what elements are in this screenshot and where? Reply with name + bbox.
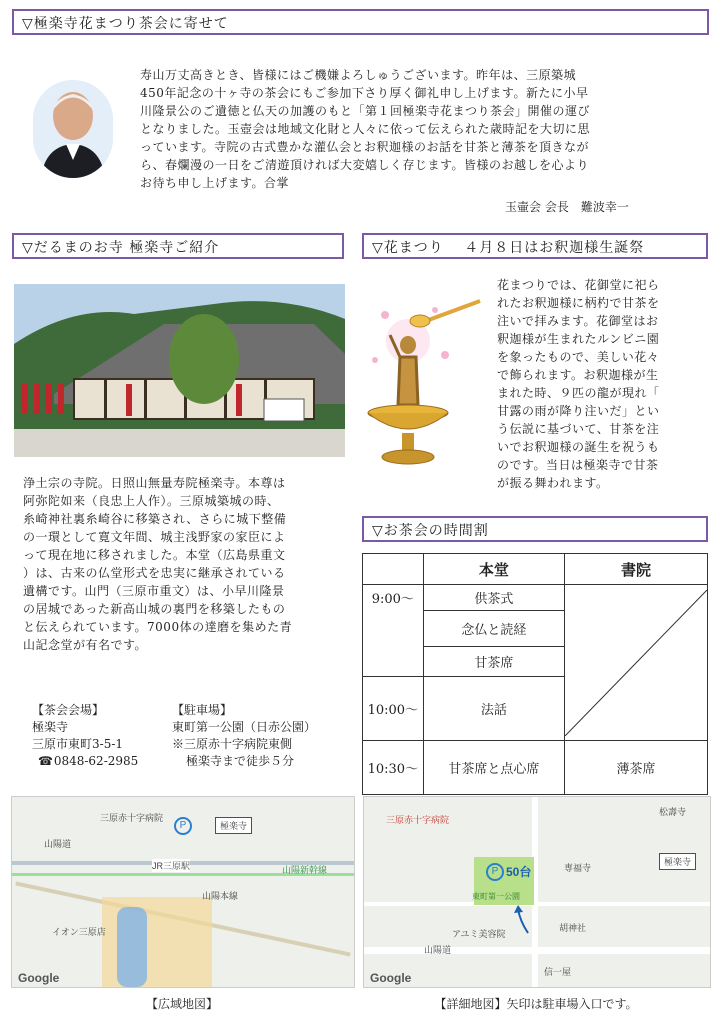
- hanamatsuri-line: れたお釈迦様に柄杓で甘茶を: [497, 296, 660, 310]
- col-hondo: 本堂: [423, 554, 564, 585]
- venue-title: 【茶会会場】: [32, 703, 105, 717]
- hanamatsuri-header: ▽花まつり ４月８日はお釈迦様生誕祭: [362, 233, 708, 259]
- greeting-header: ▽極楽寺花まつり茶会に寄せて: [12, 9, 709, 35]
- hanamatsuri-line: 注いで拝みます。花御堂はお: [497, 314, 659, 328]
- greeting-line: 寿山万丈高きとき、皆様にはご機嫌よろしゅうございます。昨年は、三原築城: [140, 68, 577, 82]
- map2-t3-label: 胡神社: [559, 923, 587, 933]
- temple-line: の一環として寛文年間、城主浅野家の家臣によ: [23, 530, 286, 544]
- map2-google-logo: Google: [370, 971, 412, 985]
- hanamatsuri-line: 釈迦様が生まれたルンビニ園: [497, 332, 660, 346]
- temple-line: の居城であった新高山城の裏門を移築したもの: [23, 602, 286, 616]
- temple-line: 浄土宗の寺院。日照山無量寿院極楽寺。本尊は: [23, 476, 286, 490]
- parking-walk: 極楽寺まで徒歩５分: [186, 754, 295, 768]
- hanamatsuri-line: を象ったもので、美しい花々: [497, 350, 660, 364]
- map2-parking-marker-icon: P: [486, 863, 504, 881]
- map2-temple-label: 極楽寺: [659, 853, 696, 870]
- parking-marker-icon: P: [174, 817, 192, 835]
- hanamatsuri-line: で飾られます。お釈迦様が生: [497, 368, 659, 382]
- hanamatsuri-line: まれた時、９匹の龍が現れ「: [497, 386, 660, 400]
- map2-road-label: 山陽道: [424, 945, 452, 955]
- map1-temple-label: 極楽寺: [215, 817, 252, 834]
- map2-park-label: 東町第一公園: [472, 892, 520, 901]
- map1-google-logo: Google: [18, 971, 60, 985]
- parking-title: 【駐車場】: [172, 703, 233, 717]
- greeting-line: っています。寺院の古式豊かな灌仏会とお釈迦様のお話を甘茶と薄茶を頂きなが: [140, 140, 590, 154]
- temple-line: 遺構です。山門（三原市重文）は、小早川隆景: [23, 584, 285, 598]
- time-1000: 10:00～: [363, 677, 424, 741]
- hanamatsuri-line: が振る舞われます。: [497, 476, 609, 490]
- hanamatsuri-line: 甘露の雨が降り注いだ」とい: [497, 404, 660, 418]
- event-amacha-tenshin: 甘茶席と点心席: [423, 741, 564, 795]
- hanamatsuri-body: [497, 276, 707, 492]
- hanamatsuri-line: う伝説に基づいて、甘茶を注: [497, 422, 660, 436]
- map2-t5-label: 信一屋: [544, 967, 572, 977]
- timetable: [362, 553, 708, 795]
- map2-t4-label: アユミ美容院: [452, 929, 506, 939]
- temple-intro-header: ▽だるまのお寺 極楽寺ご紹介: [12, 233, 344, 259]
- event-howa: 法話: [423, 677, 564, 741]
- greeting-line: お待ち申し上げます。合掌: [140, 176, 290, 190]
- time-0900: 9:00～: [363, 585, 424, 677]
- temple-line: と伝えられています。7000体の達磨を集めた青: [23, 620, 293, 634]
- parking-info: [172, 702, 316, 770]
- shoin-empty-cell: [565, 585, 708, 741]
- buddha-illustration: [360, 285, 490, 475]
- greeting-line: 450年記念の十ヶ寺の茶会にもご参加下さり厚く御礼申し上げます。新たに小早: [140, 86, 589, 100]
- event-usucha: 薄茶席: [565, 741, 708, 795]
- parking-name: 東町第一公園（日赤公園）: [172, 720, 317, 734]
- event-kuchashiki: 供茶式: [423, 585, 564, 611]
- wide-map-caption: 【広域地図】: [145, 997, 218, 1011]
- venue-phone-row: [32, 753, 138, 770]
- map1-shinkansen-label: 山陽新幹線: [282, 865, 328, 875]
- time-1030: 10:30～: [363, 741, 424, 795]
- map1-hospital-label: 三原赤十字病院: [100, 813, 164, 823]
- temple-line: 糸崎神社裏糸崎谷に移築され、さらに城下整備: [23, 512, 287, 526]
- greeting-line: ら、春爛漫の一日をご清遊頂ければ大変嬉しく存じます。皆様のお越しを心より: [140, 158, 590, 172]
- col-shoin: 書院: [565, 554, 708, 585]
- phone-icon: ☎: [38, 754, 53, 768]
- parking-entrance-arrow-icon: [514, 905, 534, 935]
- map1-station-label: JR三原駅: [152, 861, 190, 871]
- chairman-portrait: [33, 80, 113, 178]
- timetable-header: ▽お茶会の時間割: [362, 516, 708, 542]
- hanamatsuri-line: いでお釈迦様の誕生を祝うも: [497, 440, 660, 454]
- venue-name: 極楽寺: [32, 720, 69, 734]
- greeting-body: [140, 66, 700, 192]
- temple-line: ）は、古来の仏堂形式を忠実に継承されている: [23, 566, 286, 580]
- detail-map[interactable]: [363, 796, 711, 988]
- greeting-line: 川隆景公のご遺徳と仏天の加護のもと「第１回極楽寺花まつり茶会」開催の運び: [140, 104, 591, 118]
- event-nembutsu: 念仏と読経: [423, 611, 564, 647]
- map2-hospital-label: 三原赤十字病院: [386, 815, 450, 825]
- map2-t1-label: 松壽寺: [659, 807, 687, 817]
- temple-photo: [14, 284, 345, 457]
- event-amacha: 甘茶席: [423, 647, 564, 677]
- venue-phone[interactable]: 0848-62-2985: [53, 754, 139, 768]
- temple-line: って現在地に移されました。本堂（広島県重文: [23, 548, 286, 562]
- time-header-cell: [363, 554, 424, 585]
- map1-road-label: 山陽道: [44, 839, 72, 849]
- venue-address: 三原市東町3-5-1: [32, 737, 124, 751]
- temple-line: 山記念堂が有名です。: [23, 638, 148, 652]
- venue-info: [32, 702, 138, 770]
- wide-area-map[interactable]: [11, 796, 355, 988]
- map1-line-label: 山陽本線: [202, 891, 239, 901]
- temple-intro-body: [23, 474, 343, 654]
- temple-line: 阿弥陀如来（良忠上人作）。三原城築城の時、: [23, 494, 280, 508]
- detail-map-caption: 【詳細地図】矢印は駐車場入口です。: [434, 997, 638, 1011]
- map1-store-label: イオン三原店: [52, 927, 106, 937]
- hanamatsuri-line: のです。当日は極楽寺で甘茶: [497, 458, 659, 472]
- hanamatsuri-line: 花まつりでは、花御堂に祀ら: [497, 278, 660, 292]
- parking-note: ※三原赤十字病院東側: [172, 737, 293, 751]
- greeting-line: となりました。玉壺会は地域文化財と人々に依って伝えられた歳時記を大切に思: [140, 122, 591, 136]
- greeting-signature: 玉壷会 会長 難波幸一: [505, 200, 629, 214]
- map2-parking-count: 50台: [506, 865, 532, 879]
- map2-t2-label: 専福寺: [564, 863, 592, 873]
